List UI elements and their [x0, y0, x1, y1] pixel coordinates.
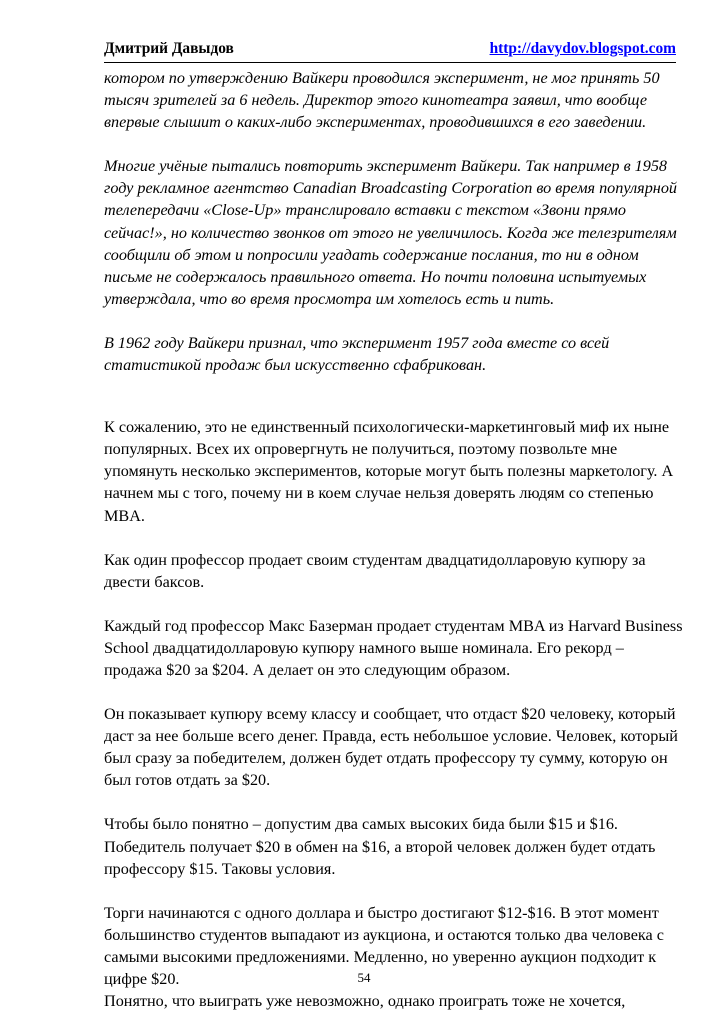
- header-rule: [104, 62, 676, 63]
- paragraph: Торги начинаются с одного доллара и быстро достигают $12-$16. В этот момент большинство студентов выпадают из аукциона, и остаются только два человека с самыми высокими предложениями. Медленно, но уверенно аукцион подходит к цифре $20.: [104, 903, 664, 988]
- paragraph-italic: В 1962 году Вайкери признал, что эксперимент 1957 года вместе со всей статистикой продаж был искусственно сфабрикован.: [104, 333, 610, 375]
- paragraph: К сожалению, это не единственный психологически-маркетинговый миф их ныне популярных. Всех их опровергнуть не получиться, поэтому позвольте мне упомянуть несколько экспериментов, которые могут быть полезны маркетологу. А начнем мы с того, почему ни в коем случае нельзя доверять людям со степенью MBA.: [104, 418, 674, 525]
- paragraph: Он показывает купюру всему классу и сообщает, что отдаст $20 человеку, который даст за нее больше всего денег. Правда, есть небольшое условие. Человек, который был сразу за победителем, должен будет отдать профессору ту сумму, которую он был готов отдать за $20.: [104, 705, 678, 790]
- header-site-link[interactable]: http://davydov.blogspot.com: [489, 40, 676, 57]
- paragraph: Каждый год профессор Макс Базерман продает студентам MBA из Harvard Business School двадцатидолларовую купюру намного выше номинала. Его рекорд – продажа $20 за $204. А делает он это следующим образом.: [104, 616, 683, 679]
- page-number: 54: [357, 970, 371, 985]
- paragraph-italic: Многие учёные пытались повторить эксперимент Вайкери. Так например в 1958 году рекламное агентство Canadian Broadcasting Corporation во время популярной телепередачи «Close-Up» транслировало вставки с текстом «Звони прямо сейчас!», но количество звонков от этого не увеличилось. Когда же телезрителям сообщили об этом и попросили угадать содержание послания, то ни в одном письме не содержалось правильного ответа. Но почти половина испытуемых утверждала, что во время просмотра им хотелось есть и пить.: [104, 157, 678, 308]
- page-header: [104, 40, 676, 62]
- paragraph: Как один профессор продает своим студентам двадцатидолларовую купюру за двести баксов.: [104, 550, 646, 591]
- paragraph-italic: котором по утверждению Вайкери проводился эксперимент, не мог принять 50 тысяч зрителей за 6 недель. Директор этого кинотеатра заявил, что вообще впервые слышит о каких-либо экспериментах, проводившихся в его заведении.: [104, 69, 660, 132]
- header-author: Дмитрий Давыдов: [104, 40, 234, 57]
- page-body: [104, 67, 684, 1012]
- paragraph: Понятно, что выиграть уже невозможно, однако проиграть тоже не хочется,: [104, 992, 626, 1011]
- paragraph: Чтобы было понятно – допустим два самых высоких бида были $15 и $16. Победитель получает $20 в обмен на $16, а второй человек должен будет отдать профессору $15. Таковы условия.: [104, 815, 656, 878]
